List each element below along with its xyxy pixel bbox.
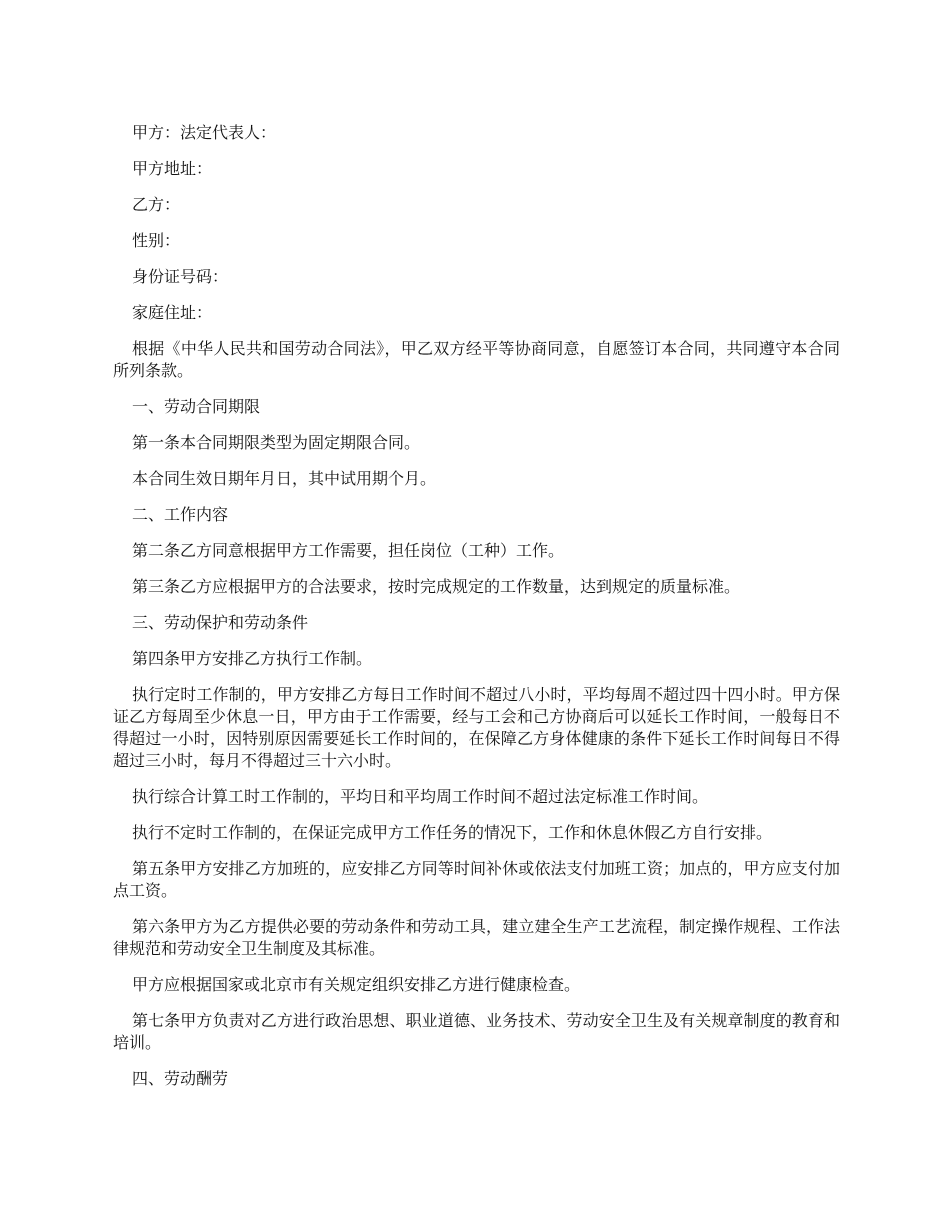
- effective-date: 本合同生效日期年月日，其中试用期个月。: [132, 469, 437, 488]
- article-1: 第一条本合同期限类型为固定期限合同。: [132, 433, 421, 452]
- article-3: 第三条乙方应根据甲方的合法要求，按时完成规定的工作数量，达到规定的质量标准。: [132, 577, 741, 596]
- article-2: 第二条乙方同意根据甲方工作需要，担任岗位（工种）工作。: [132, 541, 565, 560]
- gender: 性别：: [132, 231, 181, 250]
- flexible-hours-clause: 执行不定时工作制的，在保证完成甲方工作任务的情况下，工作和休息休假乙方自行安排。: [132, 823, 773, 842]
- preamble: 根据《中华人民共和国劳动合同法》，甲乙双方经平等协商同意，自愿签订本合同，共同遵守本合同所列条款。: [113, 339, 840, 380]
- health-check-clause: 甲方应根据国家或北京市有关规定组织安排乙方进行健康检查。: [132, 975, 581, 994]
- comprehensive-hours-clause: 执行综合计算工时工作制的，平均日和平均周工作时间不超过法定标准工作时间。: [132, 787, 709, 806]
- section-heading-4: 四、劳动酬劳: [132, 1069, 229, 1088]
- home-address: 家庭住址：: [132, 303, 213, 322]
- article-7: 第七条甲方负责对乙方进行政治思想、职业道德、业务技术、劳动安全卫生及有关规章制度的教育和培训。: [113, 1011, 840, 1052]
- party-b: 乙方：: [132, 195, 181, 214]
- fixed-hours-clause: 执行定时工作制的，甲方安排乙方每日工作时间不超过八小时，平均每周不超过四十四小时。甲方保证乙方每周至少休息一日，甲方由于工作需要，经与工会和己方协商后可以延长工作时间，一般每日不得超过一小时，因特别原因需要延长工作时间的，在保障乙方身体健康的条件下延长工作时间每日不得超过三小时，每月不得超过三十六小时。: [113, 685, 840, 770]
- article-4: 第四条甲方安排乙方执行工作制。: [132, 649, 373, 668]
- section-heading-3: 三、劳动保护和劳动条件: [132, 613, 309, 632]
- party-a-representative: 甲方：法定代表人：: [132, 123, 277, 142]
- id-number: 身份证号码：: [132, 267, 229, 286]
- section-heading-2: 二、工作内容: [132, 505, 229, 524]
- article-5: 第五条甲方安排乙方加班的，应安排乙方同等时间补休或依法支付加班工资；加点的，甲方应支付加点工资。: [113, 859, 840, 900]
- section-heading-1: 一、劳动合同期限: [132, 397, 261, 416]
- article-6: 第六条甲方为乙方提供必要的劳动条件和劳动工具，建立建全生产工艺流程，制定操作规程、工作法律规范和劳动安全卫生制度及其标准。: [113, 917, 840, 958]
- document-page: [113, 122, 840, 1104]
- party-a-address: 甲方地址：: [132, 159, 213, 178]
